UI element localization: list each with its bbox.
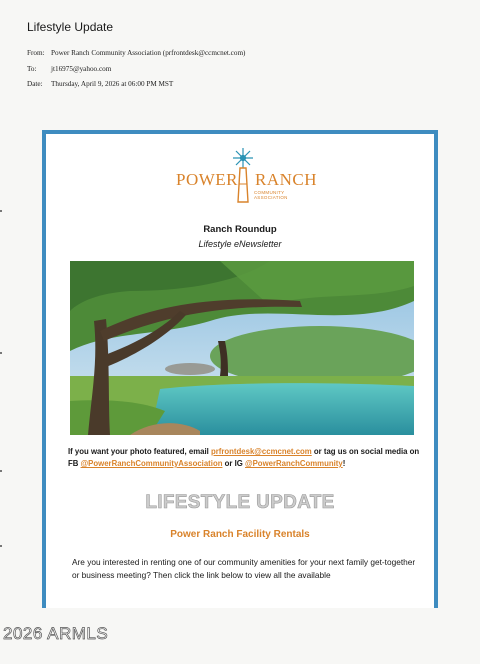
caption-text: or tag us on social media on FB (68, 447, 420, 468)
from-label: From: (27, 49, 45, 57)
email-to-row (27, 65, 111, 73)
mls-watermark: 2026 ARMLS (3, 624, 109, 643)
date-value: Thursday, April 9, 2026 at 06:00 PM MST (51, 80, 174, 88)
email-subject: Lifestyle Update (27, 20, 114, 34)
logo-subtitle: COMMUNITY ASSOCIATION (254, 190, 288, 200)
date-label: Date: (27, 80, 43, 88)
email-from-row (27, 49, 245, 57)
caption-text: ! (342, 459, 346, 468)
from-value: Power Ranch Community Association (prfrontdesk@ccmcnet.com) (51, 49, 246, 57)
section-title: Power Ranch Facility Rentals (170, 529, 310, 540)
scan-mark (0, 352, 2, 354)
newsletter-title: Ranch Roundup (203, 224, 277, 235)
to-label: To: (27, 65, 37, 73)
instagram-link[interactable]: @PowerRanchCommunity (245, 459, 343, 468)
to-value: jt16975@yahoo.com (51, 65, 112, 73)
caption-text: If you want your photo featured, email (68, 447, 211, 456)
scan-mark (0, 210, 2, 212)
scan-mark (0, 470, 2, 472)
section-body: Are you interested in renting one of our community amenities for your next family get-together or business meeting? Then click the link below to view all the available (72, 557, 416, 580)
logo-word-power: POWER (176, 170, 238, 189)
power-ranch-logo (176, 146, 316, 206)
caption-text: or IG (222, 459, 245, 468)
logo-word-ranch: RANCH (255, 170, 318, 189)
email-link[interactable]: prfrontdesk@ccmcnet.com (210, 447, 312, 456)
featured-photo (70, 261, 414, 435)
lifestyle-update-banner: LIFESTYLE UPDATE (145, 492, 335, 513)
scan-mark (0, 545, 2, 547)
newsletter-subtitle: Lifestyle eNewsletter (198, 239, 282, 249)
photo-caption (68, 446, 420, 470)
facebook-link[interactable]: @PowerRanchCommunityAssociation (80, 459, 223, 468)
park-pond-image (70, 261, 414, 435)
newsletter-frame (42, 130, 438, 608)
email-date-row (27, 80, 173, 88)
